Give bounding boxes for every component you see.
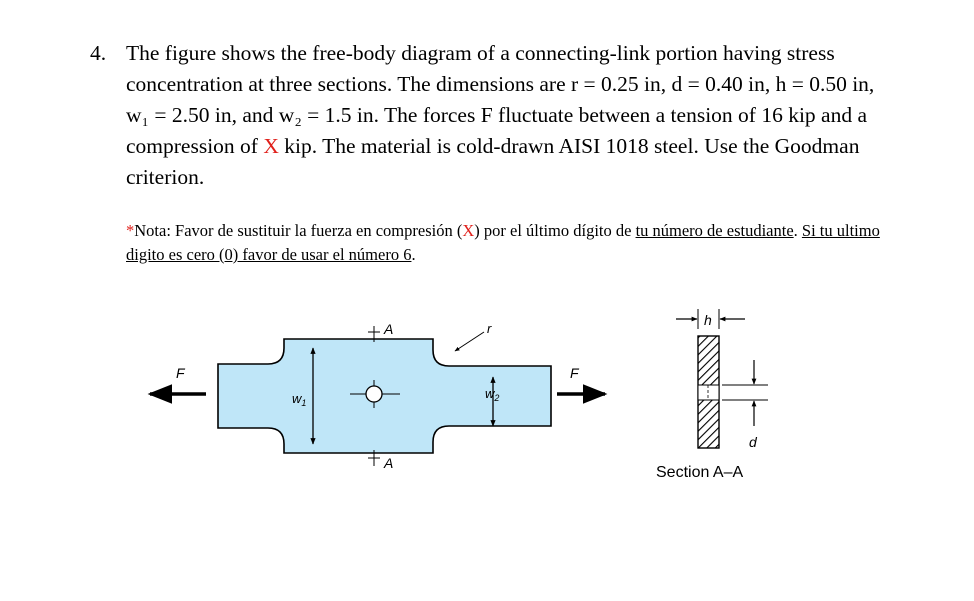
section-bottom-label: A — [384, 455, 394, 471]
hole-circle — [366, 386, 382, 402]
d-label: d — [749, 434, 757, 450]
section-caption: Section A–A — [656, 464, 744, 481]
note-part3: . — [793, 221, 802, 240]
h-label: h — [704, 312, 712, 328]
link-body — [218, 339, 551, 453]
problem-text-part2: kip. The material is cold-drawn AISI 1018 steel. Use the Goodman criterion. — [126, 134, 860, 189]
radius-label: r — [487, 321, 492, 336]
note-part1: Nota: Favor de sustituir la fuerza en compresión ( — [134, 221, 463, 240]
note-x-symbol: X — [462, 221, 475, 240]
cross-section-hole — [698, 385, 719, 400]
problem-text-part1: The figure shows the free-body diagram of a connecting-link portion having stress concentration at three sections. The dimensions are r = 0.25 in, d = 0.40 in, h = 0.50 in, w₁ = 2.50 in, and w₂ = 1.5 in. The forces F fluctuate between a tension of 16 kip and a compression of — [126, 41, 875, 158]
w2-label: $w_2$ — [485, 386, 500, 403]
note-part2: ) por el último dígito de — [474, 221, 636, 240]
force-right-label: F — [570, 365, 579, 381]
note-part4: . — [411, 245, 416, 264]
note-underlined-student-number: tu número de estudiante — [635, 221, 794, 240]
problem-number: 4. — [90, 41, 107, 65]
section-top-label: A — [384, 321, 394, 337]
problem-x-symbol: X — [263, 134, 279, 158]
note-underlined-zero-rule: Si tu ultimo digito es cero (0) favor de usar el número 6 — [126, 221, 880, 264]
w1-label: $w_1$ — [292, 391, 307, 408]
force-left-label: F — [176, 365, 185, 381]
note-asterisk: * — [126, 221, 135, 240]
radius-leader — [455, 332, 484, 351]
